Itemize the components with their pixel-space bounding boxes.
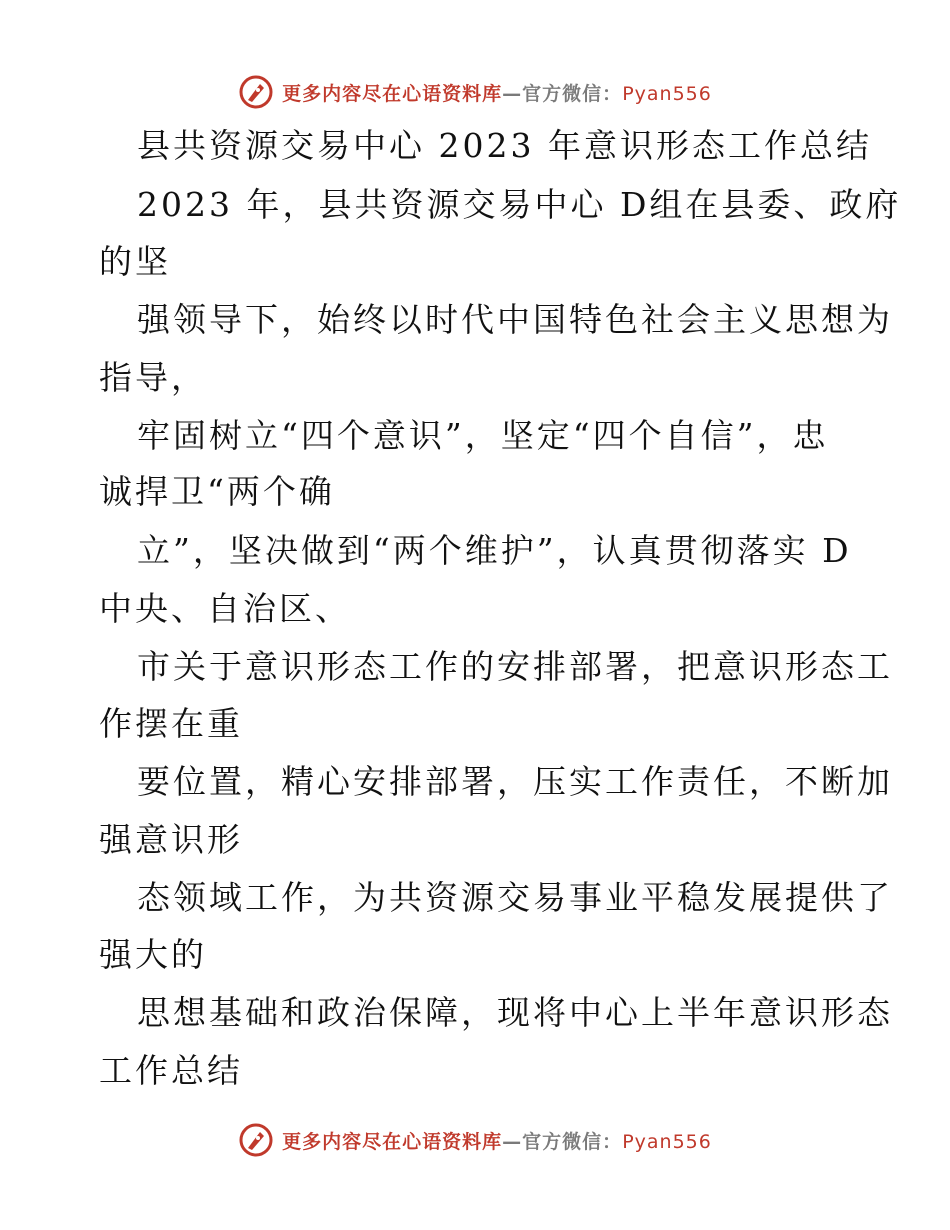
paragraph-line: 态领域工作，为共资源交易事业平稳发展提供了: [137, 878, 893, 917]
pen-nib-logo-icon: [238, 1122, 274, 1158]
banner-site-text: 更多内容尽在心语资料库: [282, 82, 503, 105]
paragraph-line: 2023 年，县共资源交易中心 D组在县委、政府: [137, 185, 902, 224]
banner-wechat-label: 官方微信：: [522, 82, 623, 105]
paragraph-line: 工作总结: [99, 1051, 243, 1090]
paragraph-line: 强大的: [99, 935, 207, 974]
paragraph-line: 要位置，精心安排部署，压实工作责任，不断加: [137, 762, 893, 801]
banner-dash: —: [502, 82, 523, 105]
banner-text: [282, 1127, 712, 1154]
paragraph-line: 市关于意识形态工作的安排部署，把意识形态工: [137, 647, 893, 686]
banner-site-text: 更多内容尽在心语资料库: [282, 1130, 503, 1153]
banner-dash: —: [502, 1130, 523, 1153]
document-title: 县共资源交易中心 2023 年意识形态工作总结: [137, 126, 872, 165]
paragraph-line: 作摆在重: [99, 704, 243, 743]
footer-banner: [0, 1120, 950, 1160]
paragraph-line: 立”，坚决做到“两个维护”，认真贯彻落实 D: [137, 531, 852, 570]
paragraph-line: 强领导下，始终以时代中国特色社会主义思想为: [137, 300, 893, 339]
paragraph-line: 的坚: [99, 242, 171, 281]
banner-wechat-label: 官方微信：: [522, 1130, 623, 1153]
banner-wechat-id: Pyan556: [622, 82, 712, 105]
paragraph-line: 强意识形: [99, 820, 243, 859]
paragraph-line: 思想基础和政治保障，现将中心上半年意识形态: [137, 993, 893, 1032]
paragraph-line: 诚捍卫“两个确: [99, 472, 335, 511]
paragraph-line: 指导，: [99, 358, 207, 397]
paragraph-line: 牢固树立“四个意识”，坚定“四个自信”，忠: [137, 416, 829, 455]
paragraph-line: 中央、自治区、: [99, 589, 351, 628]
banner-wechat-id: Pyan556: [622, 1130, 712, 1153]
